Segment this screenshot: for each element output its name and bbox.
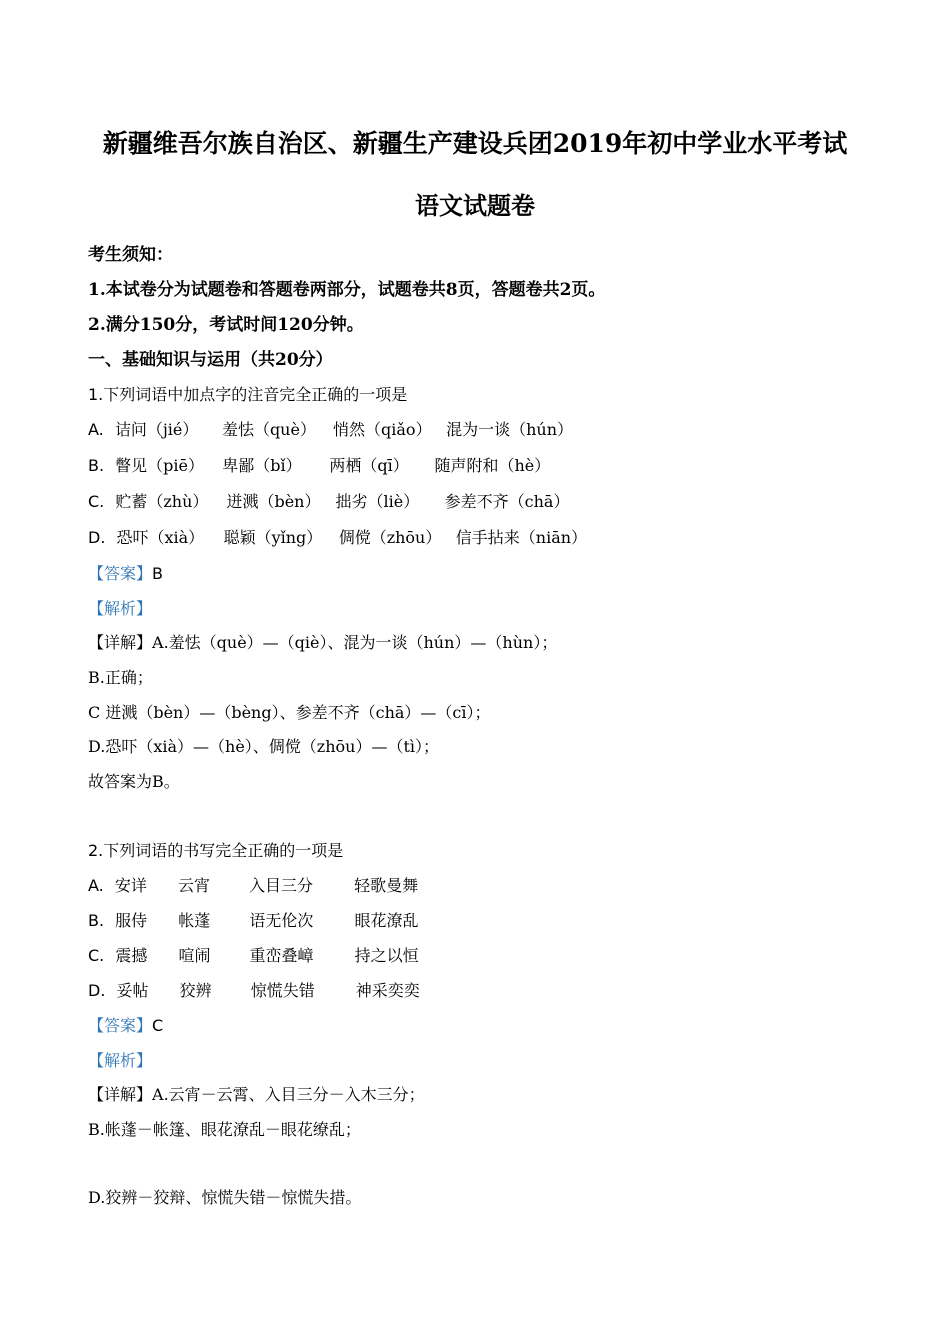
- question-2-stem: [88, 840, 343, 862]
- q1-detail-1: [88, 632, 557, 654]
- option-letter: D.: [88, 528, 106, 547]
- option-word: 服侍: [115, 911, 148, 930]
- q1-option-c: [88, 491, 587, 513]
- option-word: 卑鄙（bǐ）: [222, 456, 302, 475]
- option-word: 云宵: [177, 876, 210, 895]
- detail-text: A.云宵－云霄、入目三分－入木三分；: [152, 1085, 425, 1104]
- option-word: 惊慌失错: [250, 981, 315, 1000]
- q1-option-a: [88, 419, 591, 441]
- q1-detail-2: B.正确；: [88, 668, 153, 687]
- option-word: 入目三分: [249, 876, 314, 895]
- question-number: 2.: [88, 841, 104, 860]
- option-word: 瞥见（piē）: [115, 456, 204, 475]
- answer-value: C: [152, 1016, 164, 1035]
- option-word: 随声附和（hè）: [434, 456, 551, 475]
- option-word: 悄然（qiǎo）: [333, 420, 432, 439]
- option-word: 混为一谈（hún）: [446, 420, 574, 439]
- answer-value: B: [152, 564, 163, 583]
- option-word: 眼花潦乱: [354, 911, 419, 930]
- notice-item-2: 2.满分150分，考试时间120分钟。: [88, 315, 364, 335]
- q2-detail-1: [88, 1084, 425, 1106]
- question-1-stem: [88, 384, 407, 406]
- q1-detail-3: C 迸溅（bèn）—（bèng）、参差不齐（chā）—（cī）；: [88, 703, 491, 722]
- q2-detail-3: D.狡辨－狡辩、惊慌失错－惊慌失措。: [88, 1188, 362, 1207]
- answer-tag: 【答案】: [88, 564, 153, 583]
- option-word: 重峦叠嶂: [249, 946, 314, 965]
- option-word: 两栖（qī）: [329, 456, 409, 475]
- option-word: 信手拈来（niān）: [455, 528, 588, 547]
- option-word: 帐蓬: [178, 911, 211, 930]
- option-word: 诘问（jié）: [114, 420, 199, 439]
- q1-detail-5: 故答案为B。: [88, 772, 180, 791]
- q2-detail-2: B.帐蓬－帐篷、眼花潦乱－眼花缭乱；: [88, 1120, 361, 1139]
- analysis-tag: 【解析】: [88, 599, 153, 618]
- option-letter: C.: [88, 492, 105, 511]
- q1-answer: [88, 563, 163, 585]
- answer-tag: 【答案】: [88, 1016, 153, 1035]
- option-word: 狡辨: [179, 981, 212, 1000]
- question-text: 下列词语的书写完全正确的一项是: [103, 841, 344, 860]
- notice-item-1: 1.本试卷分为试题卷和答题卷两部分，试题卷共8页，答题卷共2页。: [88, 280, 606, 300]
- q1-analysis: [88, 598, 152, 620]
- option-word: 持之以恒: [354, 946, 419, 965]
- option-word: 语无伦次: [249, 911, 314, 930]
- option-word: 倜傥（zhōu）: [338, 528, 442, 547]
- exam-title: 新疆维吾尔族自治区、新疆生产建设兵团2019年初中学业水平考试: [102, 129, 848, 158]
- option-word: 羞怯（què）: [221, 420, 316, 439]
- option-word: 安详: [114, 876, 147, 895]
- option-letter: A.: [88, 420, 104, 439]
- detail-text: A.羞怯（què）—（qiè）、混为一谈（hún）—（hùn）；: [152, 633, 558, 652]
- q1-detail-4: D.恐吓（xià）—（hè）、倜傥（zhōu）—（tì）；: [88, 737, 440, 756]
- option-letter: B.: [88, 456, 105, 475]
- question-text: 下列词语中加点字的注音完全正确的一项是: [103, 385, 408, 404]
- q2-answer: [88, 1015, 163, 1037]
- analysis-tag: 【解析】: [88, 1051, 153, 1070]
- option-word: 聪颖（yǐng）: [223, 528, 323, 547]
- option-word: 轻歌曼舞: [354, 876, 419, 895]
- option-letter: D.: [88, 981, 106, 1000]
- option-word: 妥帖: [116, 981, 149, 1000]
- question-number: 1.: [88, 385, 104, 404]
- option-word: 震撼: [115, 946, 148, 965]
- q2-option-a: [88, 875, 436, 897]
- q2-analysis: [88, 1050, 152, 1072]
- q2-option-c: [88, 945, 437, 967]
- q2-option-d: [88, 980, 438, 1002]
- option-word: 恐吓（xià）: [116, 528, 205, 547]
- q1-option-b: [88, 455, 568, 477]
- option-word: 喧闹: [178, 946, 211, 965]
- option-word: 迸溅（bèn）: [226, 492, 321, 511]
- option-word: 神采奕奕: [355, 981, 420, 1000]
- notice-heading: 考生须知：: [88, 245, 173, 265]
- detail-tag: 【详解】: [88, 633, 153, 652]
- option-letter: B.: [88, 911, 105, 930]
- option-word: 拙劣（liè）: [335, 492, 420, 511]
- option-word: 参差不齐（chā）: [444, 492, 570, 511]
- q2-option-b: [88, 910, 436, 932]
- q1-option-d: [88, 527, 605, 549]
- option-word: 贮蓄（zhù）: [115, 492, 209, 511]
- option-letter: A.: [88, 876, 104, 895]
- exam-subtitle: 语文试题卷: [415, 191, 535, 220]
- option-letter: C.: [88, 946, 105, 965]
- section-heading: 一、基础知识与运用（共20分）: [88, 350, 333, 370]
- detail-tag: 【详解】: [88, 1085, 153, 1104]
